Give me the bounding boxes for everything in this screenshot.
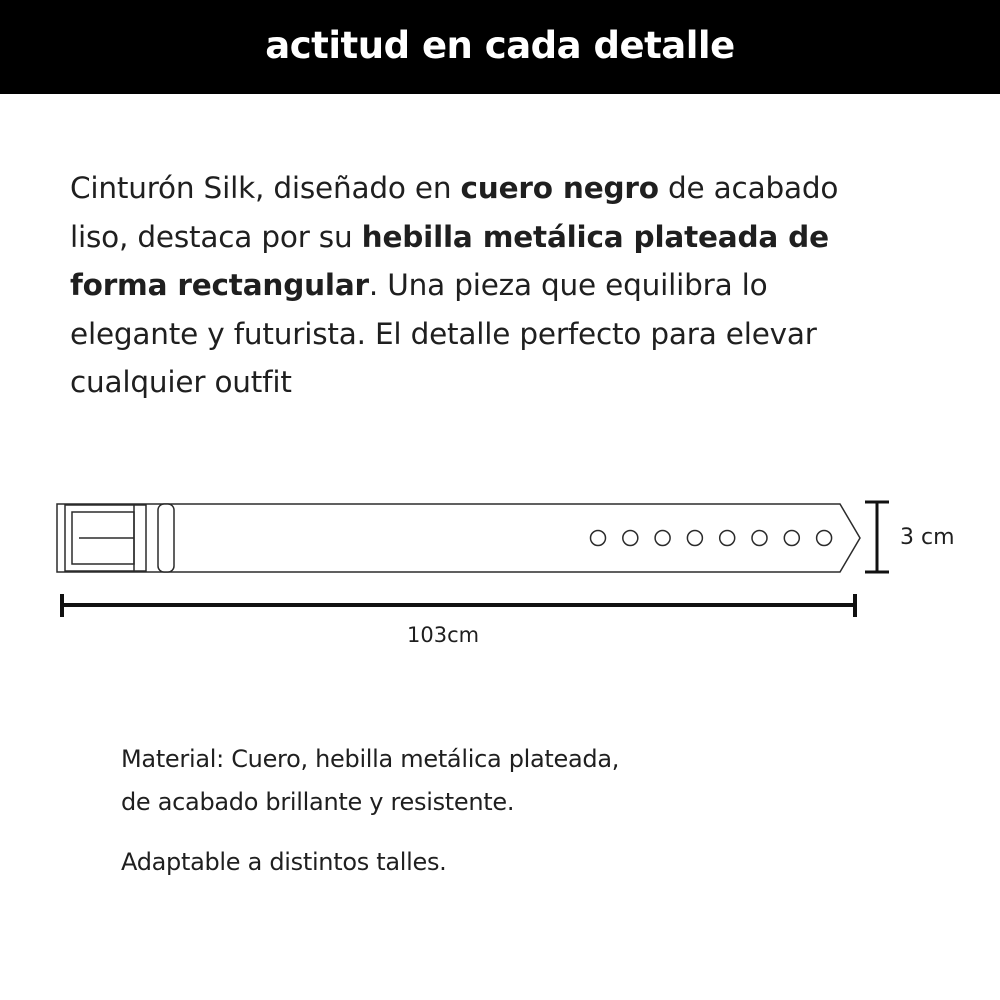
description-line-0-segment-1: cuero negro — [460, 171, 659, 205]
belt-hole — [591, 531, 606, 546]
description-line-2-segment-1: . Una pieza que equilibra lo — [368, 268, 768, 302]
belt-hole — [752, 531, 767, 546]
description-line-1-segment-1: hebilla metálica plateada de — [361, 219, 829, 254]
belt-width-label: 3 cm — [900, 525, 955, 550]
product-description — [70, 164, 950, 407]
belt-diagram — [0, 480, 1000, 670]
description-line-0-segment-2: de acabado — [658, 171, 839, 205]
belt-hole — [655, 531, 670, 546]
belt-strap-outline — [57, 504, 860, 572]
description-line-0-segment-0: Cinturón Silk, diseñado en — [70, 171, 461, 205]
header-bar — [0, 0, 1000, 94]
belt-hole — [720, 531, 735, 546]
belt-hole — [784, 531, 799, 546]
adaptable-note: Adaptable a distintos talles. — [121, 848, 447, 876]
belt-holes — [591, 531, 832, 546]
description-line-4-segment-0: cualquier outfit — [70, 365, 292, 399]
product-details — [121, 738, 881, 884]
header-title: actitud en cada detalle — [265, 23, 735, 67]
belt-length-label: 103cm — [407, 623, 480, 647]
description-line-3-segment-0: elegante y futurista. El detalle perfecto para elevar — [70, 316, 817, 351]
description-line-1-segment-0: liso, destaca por su — [70, 219, 362, 254]
belt-hole — [623, 531, 638, 546]
material-line-1: Material: Cuero, hebilla metálica plateada, — [121, 745, 620, 773]
material-line-2: de acabado brillante y resistente. — [121, 788, 515, 816]
description-line-2-segment-0: forma rectangular — [70, 268, 369, 302]
belt-hole — [687, 531, 702, 546]
belt-hole — [817, 531, 832, 546]
belt-keeper-loop — [158, 504, 174, 572]
